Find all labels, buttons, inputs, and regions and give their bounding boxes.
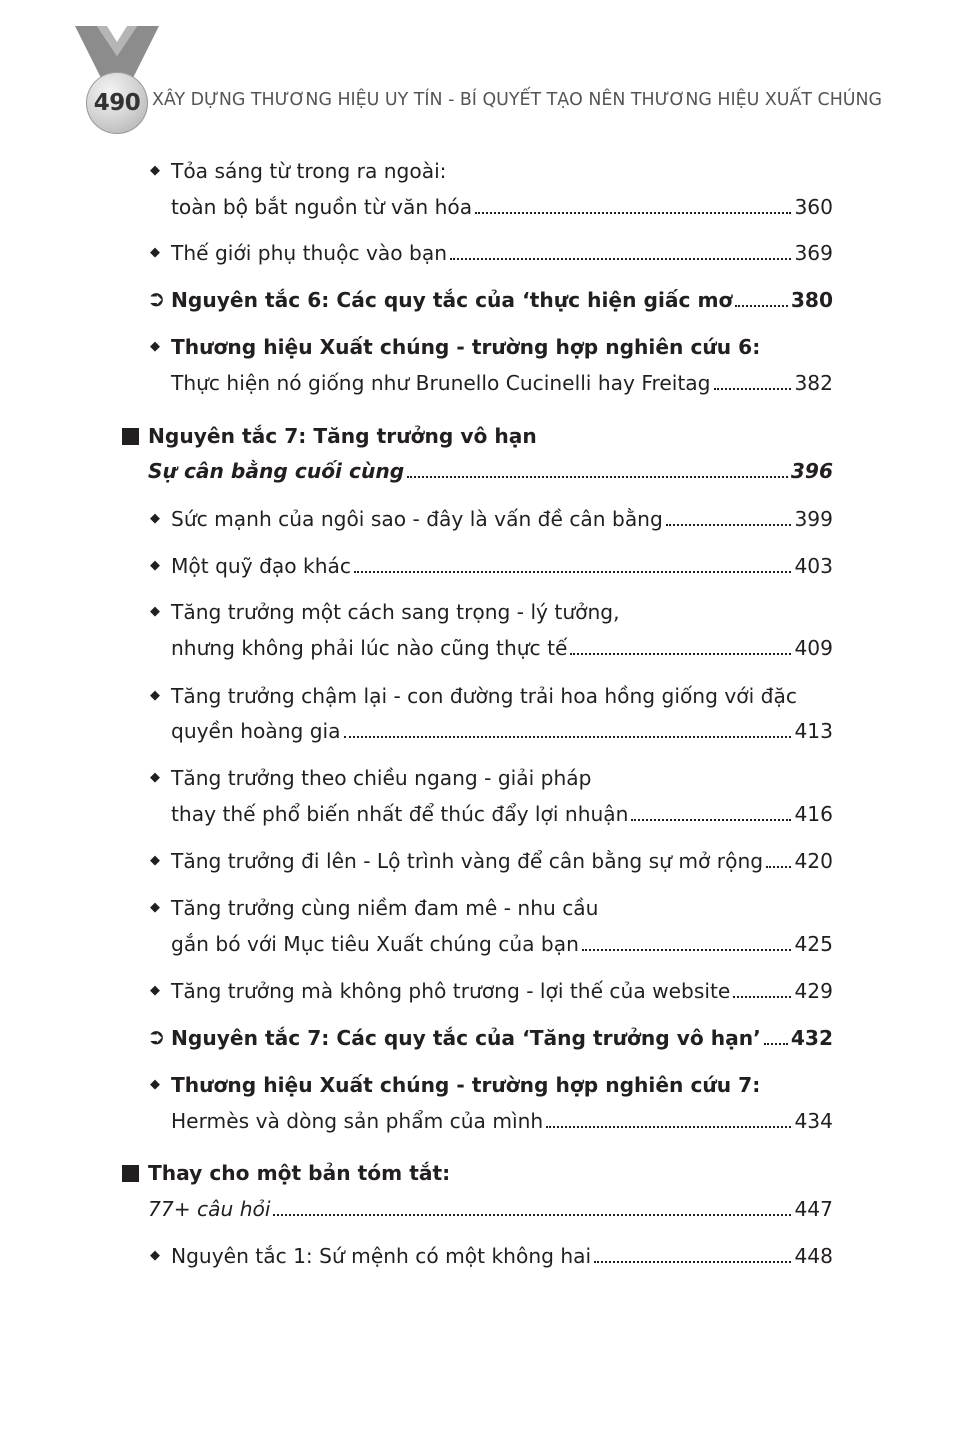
toc-page-number: 380	[790, 288, 833, 312]
diamond-bullet-icon: ◆	[150, 983, 160, 998]
chapter-subtitle: 77+ câu hỏi	[148, 1197, 271, 1221]
dot-leader	[475, 191, 791, 223]
dot-leader	[354, 550, 791, 582]
toc-entry-line	[171, 155, 447, 187]
toc-page-number: 369	[794, 241, 833, 265]
toc-entry-title: Tỏa sáng từ trong ra ngoài:	[171, 159, 447, 183]
toc-page-number: 409	[794, 636, 833, 660]
toc-page-number: 448	[794, 1244, 833, 1268]
chapter-title-text: Thay cho một bản tóm tắt:	[148, 1161, 451, 1185]
toc-page-number: 399	[794, 507, 833, 531]
toc-entry-title: quyền hoàng gia	[171, 719, 341, 743]
toc-entry-title: Nguyên tắc 7: Các quy tắc của ‘Tăng trưởng vô hạn’	[171, 1026, 761, 1050]
toc-entry[interactable]	[171, 191, 833, 223]
chapter-title	[148, 420, 537, 452]
diamond-bullet-icon: ◆	[150, 1077, 160, 1092]
dot-leader	[570, 632, 791, 664]
toc-page-number: 434	[794, 1109, 833, 1133]
toc-entry-title: Thương hiệu Xuất chúng - trường hợp nghiên cứu 7:	[171, 1073, 761, 1097]
dot-leader	[631, 798, 791, 830]
toc-page-number: 360	[794, 195, 833, 219]
chapter-title	[148, 1157, 450, 1189]
toc-entry-title: Thương hiệu Xuất chúng - trường hợp nghiên cứu 6:	[171, 335, 761, 359]
toc-entry[interactable]	[171, 928, 833, 960]
toc-entry-title: Tăng trưởng mà không phô trương - lợi thế của website	[171, 979, 731, 1003]
toc-entry-title: toàn bộ bắt nguồn từ văn hóa	[171, 195, 473, 219]
toc-entry[interactable]	[171, 715, 833, 747]
dot-leader	[407, 455, 788, 487]
toc-page-number: 396	[790, 459, 833, 483]
square-bullet-icon	[122, 1165, 139, 1182]
dot-leader	[273, 1193, 791, 1225]
toc-entry-line	[171, 331, 760, 363]
dot-leader	[594, 1240, 791, 1272]
toc-entry[interactable]	[171, 284, 833, 316]
toc-page-number: 416	[794, 802, 833, 826]
toc-entry-title: Tăng trưởng chậm lại - con đường trải hoa hồng giống với đặc	[171, 684, 797, 708]
diamond-bullet-icon: ◆	[150, 339, 160, 354]
dot-leader	[450, 237, 791, 269]
toc-entry-line	[171, 596, 620, 628]
toc-entry[interactable]	[171, 367, 833, 399]
toc-entry-title: Hermès và dòng sản phẩm của mình	[171, 1109, 544, 1133]
toc-page-number: 403	[794, 554, 833, 578]
dot-leader	[735, 284, 787, 316]
square-bullet-icon	[122, 428, 139, 445]
toc-entry-line	[171, 680, 797, 712]
toc-entry-title: Một quỹ đạo khác	[171, 554, 351, 578]
dot-leader	[714, 367, 792, 399]
toc-entry-title: Tăng trưởng đi lên - Lộ trình vàng để cân bằng sự mở rộng	[171, 849, 764, 873]
diamond-bullet-icon: ◆	[150, 853, 160, 868]
dot-leader	[582, 928, 792, 960]
toc-page-number: 382	[794, 371, 833, 395]
toc-entry-title: Nguyên tắc 1: Sứ mệnh có một không hai	[171, 1244, 592, 1268]
toc-entry[interactable]	[171, 1240, 833, 1272]
diamond-bullet-icon: ◆	[150, 688, 160, 703]
dot-leader	[344, 715, 792, 747]
dot-leader	[546, 1105, 791, 1137]
toc-entry-title: Thế giới phụ thuộc vào bạn	[171, 241, 448, 265]
curved-arrow-icon: ➲	[147, 1025, 166, 1050]
diamond-bullet-icon: ◆	[150, 604, 160, 619]
curved-arrow-icon: ➲	[147, 287, 166, 312]
page-number: 490	[93, 90, 141, 116]
toc-entry-title: Sức mạnh của ngôi sao - đây là vấn đề cân bằng	[171, 507, 663, 531]
toc-page-number: 447	[794, 1197, 833, 1221]
toc-entry[interactable]	[171, 550, 833, 582]
toc-entry-title: Thực hiện nó giống như Brunello Cucinelli hay Freitag	[171, 371, 711, 395]
diamond-bullet-icon: ◆	[150, 1248, 160, 1263]
toc-page-number: 432	[790, 1026, 833, 1050]
toc-entry-line	[171, 1069, 760, 1101]
toc-page-number: 429	[794, 979, 833, 1003]
toc-entry[interactable]	[171, 503, 833, 535]
dot-leader	[733, 975, 791, 1007]
toc-entry-line	[171, 762, 591, 794]
diamond-bullet-icon: ◆	[150, 558, 160, 573]
toc-entry[interactable]	[171, 632, 833, 664]
toc-entry-title: gắn bó với Mục tiêu Xuất chúng của bạn	[171, 932, 579, 956]
page-header	[0, 0, 957, 150]
toc-entry-title: Tăng trưởng một cách sang trọng - lý tưởng,	[171, 600, 620, 624]
toc-entry-title: Tăng trưởng cùng niềm đam mê - nhu cầu	[171, 896, 599, 920]
toc-entry[interactable]	[171, 975, 833, 1007]
diamond-bullet-icon: ◆	[150, 900, 160, 915]
toc-entry-title: Tăng trưởng theo chiều ngang - giải pháp	[171, 766, 592, 790]
diamond-bullet-icon: ◆	[150, 770, 160, 785]
chapter-title-text: Nguyên tắc 7: Tăng trưởng vô hạn	[148, 424, 537, 448]
chapter-subtitle: Sự cân bằng cuối cùng	[148, 459, 405, 483]
dot-leader	[666, 503, 792, 535]
toc-page-number: 420	[794, 849, 833, 873]
toc-entry-title: Nguyên tắc 6: Các quy tắc của ‘thực hiện giấc mơ	[171, 288, 733, 312]
toc-entry-title: nhưng không phải lúc nào cũng thực tế	[171, 636, 568, 660]
toc-page-number: 413	[794, 719, 833, 743]
toc-entry[interactable]	[171, 845, 833, 877]
running-title: XÂY DỰNG THƯƠNG HIỆU UY TÍN - BÍ QUYẾT TẠO NÊN THƯƠNG HIỆU XUẤT CHÚNG	[152, 90, 882, 110]
chapter-entry[interactable]	[148, 1193, 833, 1225]
toc-entry-line	[171, 892, 598, 924]
toc-entry[interactable]	[171, 237, 833, 269]
toc-entry-title: thay thế phổ biến nhất để thúc đẩy lợi nhuận	[171, 802, 629, 826]
chapter-entry[interactable]	[148, 455, 833, 487]
toc-entry[interactable]	[171, 798, 833, 830]
toc-page-number: 425	[794, 932, 833, 956]
dot-leader	[766, 845, 791, 877]
diamond-bullet-icon: ◆	[150, 511, 160, 526]
dot-leader	[764, 1022, 788, 1054]
diamond-bullet-icon: ◆	[150, 245, 160, 260]
diamond-bullet-icon: ◆	[150, 163, 160, 178]
toc-entry[interactable]	[171, 1105, 833, 1137]
toc-entry[interactable]	[171, 1022, 833, 1054]
